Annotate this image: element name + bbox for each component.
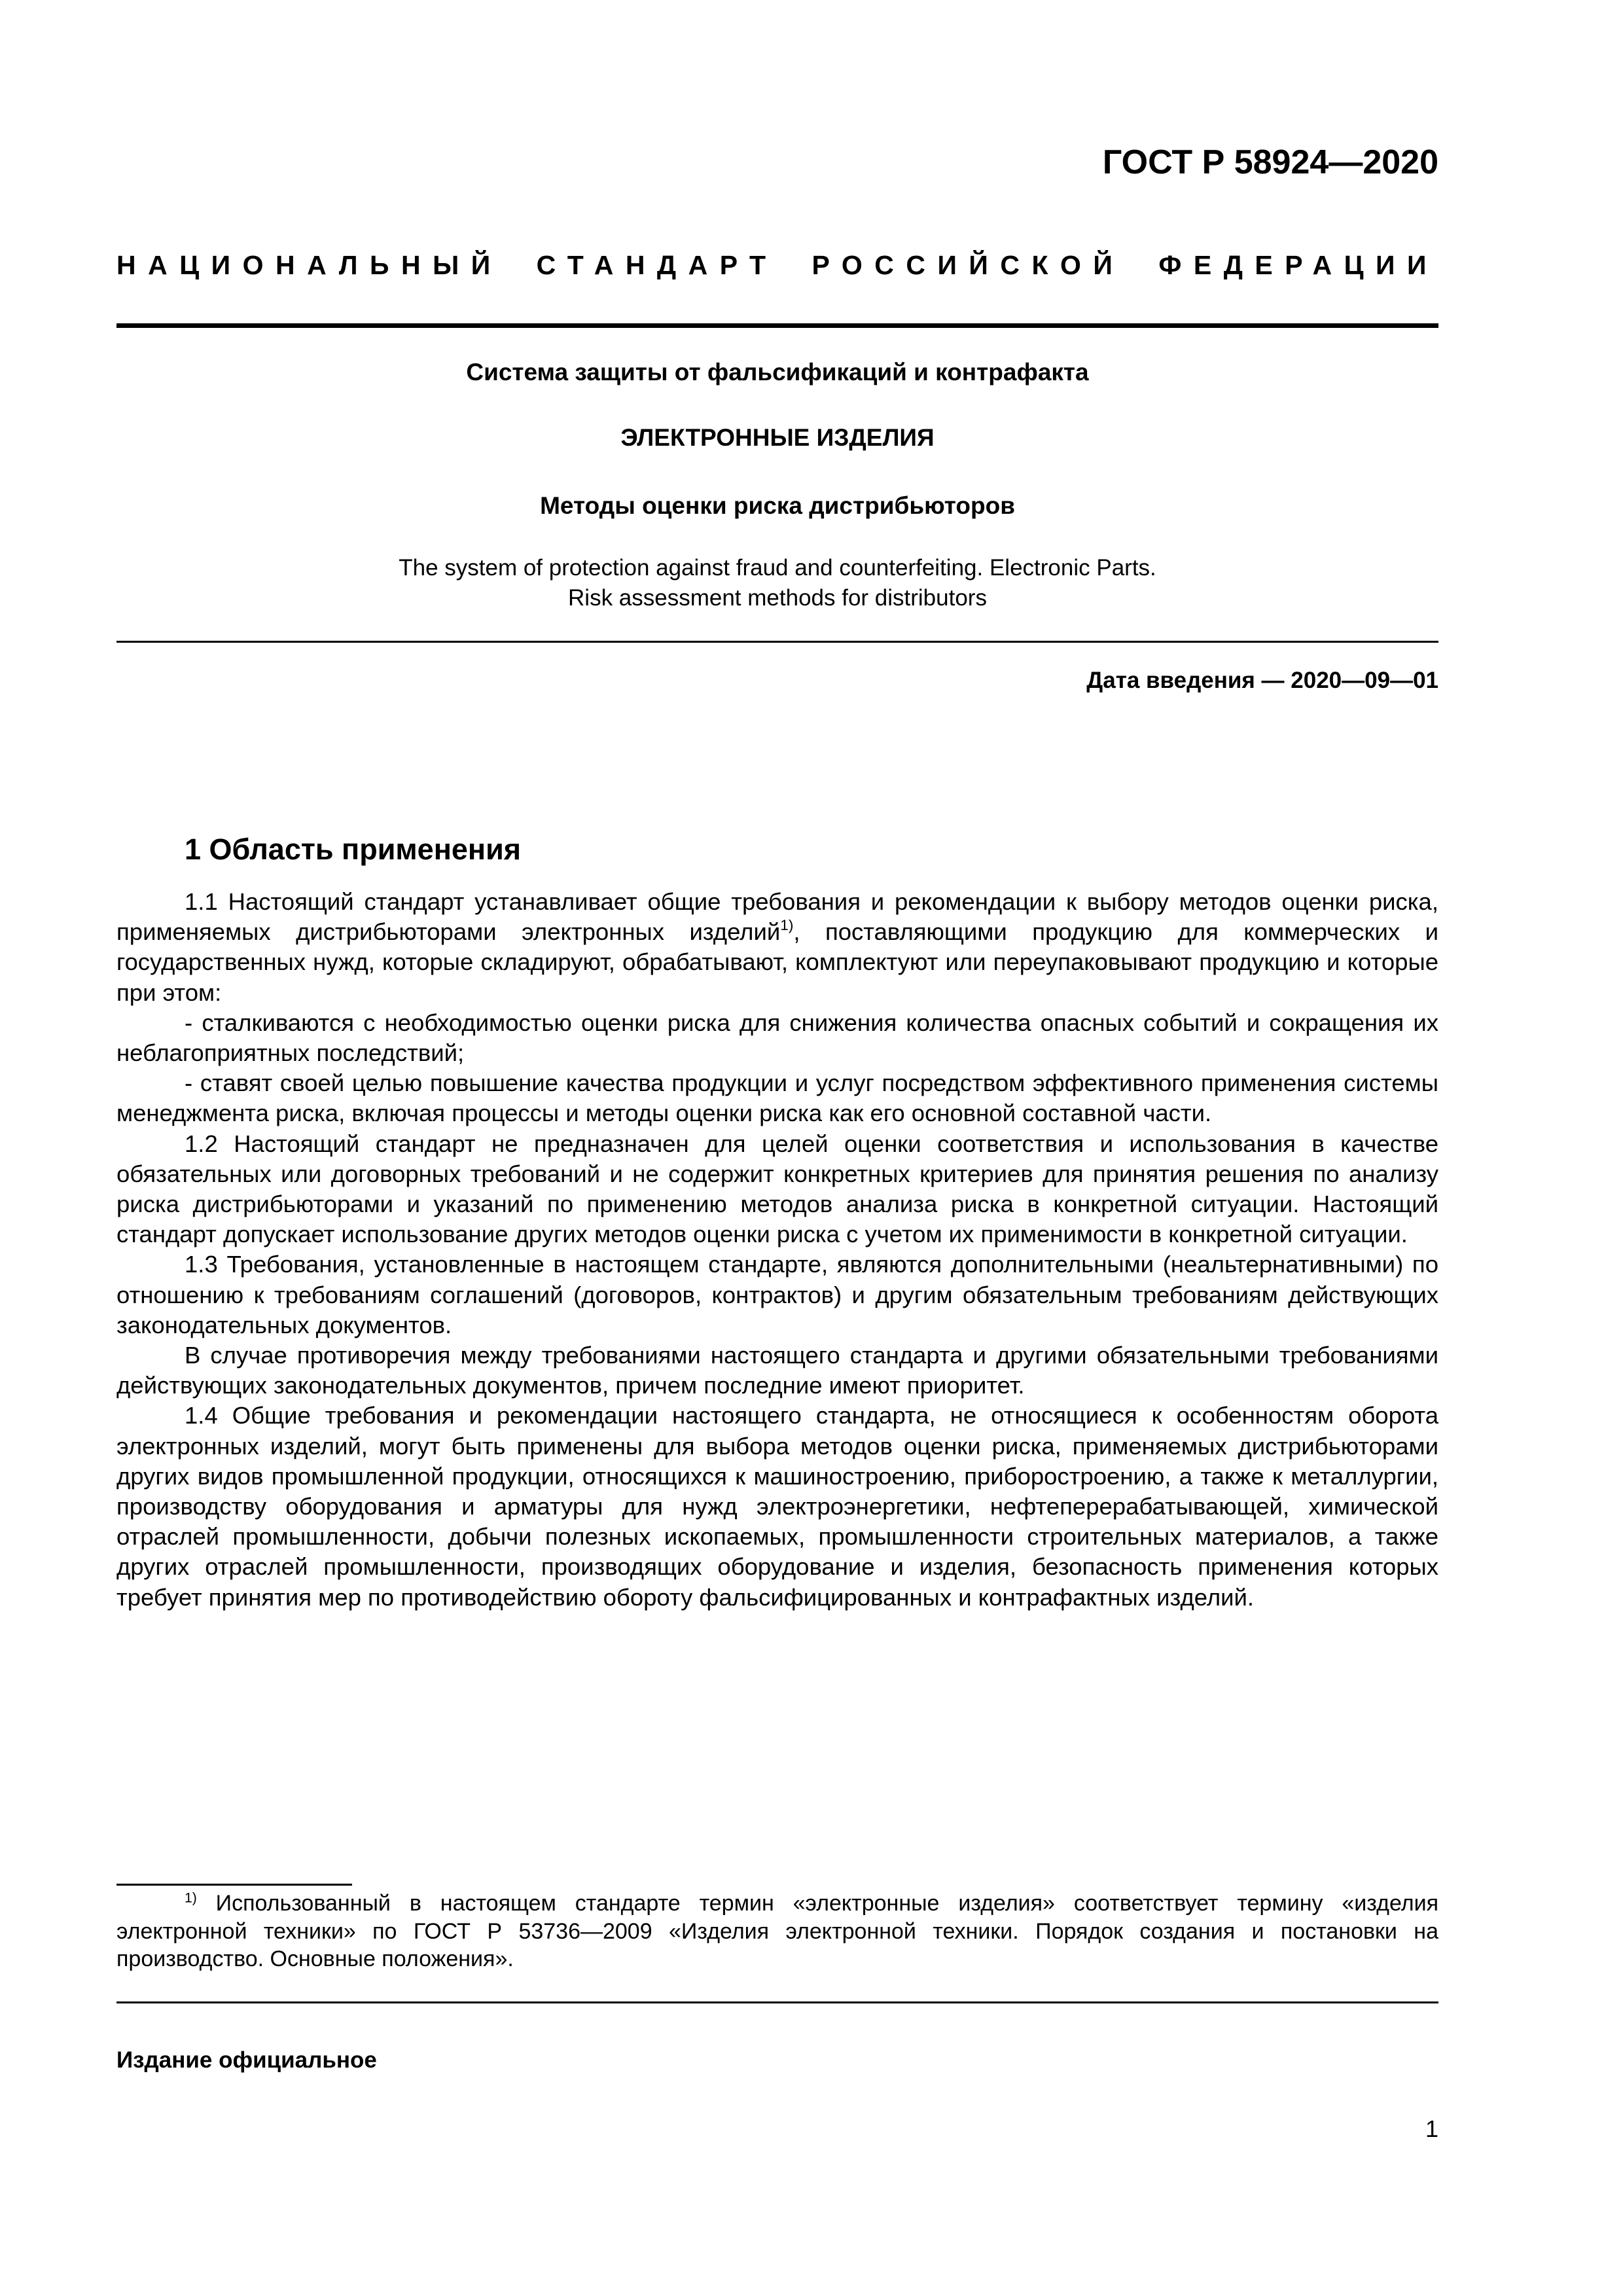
page-number: 1 xyxy=(1425,2115,1438,2142)
section-heading: 1 Область применения xyxy=(185,833,522,866)
title-methods: Методы оценки риска дистрибьюторов xyxy=(540,492,1015,519)
footnote-divider xyxy=(116,1884,352,1886)
introduction-date: Дата введения — 2020—09—01 xyxy=(1086,668,1438,693)
header-divider xyxy=(116,323,1438,328)
paragraph-1-3: 1.3 Требования, установленные в настоящем стандарте, являются дополнительными (неальтернативными) по отношению к требованиям соглашений (договоров, контрактов) и другим обязательным требованиям действующих законодательных документов. xyxy=(116,1251,1438,1338)
list-item: - ставят своей целью повышение качества продукции и услуг посредством эффективного применения системы менеджмента риска, включая процессы и методы оценки риска как его основной составной части. xyxy=(116,1069,1438,1127)
paragraph-1-1 xyxy=(116,887,1438,1008)
footnote xyxy=(116,1890,1438,1973)
official-edition-label: Издание официальное xyxy=(116,2047,377,2073)
footnote-mark: 1) xyxy=(185,1890,197,1906)
footer-divider xyxy=(116,2001,1438,2003)
title-electronic-parts: ЭЛЕКТРОННЫЕ ИЗДЕЛИЯ xyxy=(620,424,935,451)
title-system: Система защиты от фальсификаций и контрафакта xyxy=(466,359,1089,386)
list-item: - сталкиваются с необходимостью оценки риска для снижения количества опасных событий и сокращения их неблагоприятных последствий; xyxy=(116,1009,1438,1067)
section-body xyxy=(116,887,1438,1613)
title-english-line1: The system of protection against fraud and counterfeiting. Electronic Parts. xyxy=(399,555,1156,581)
document-number: ГОСТ Р 58924—2020 xyxy=(1102,143,1438,181)
footnote-text: Использованный в настоящем стандарте термин «электронные изделия» соответствует термину «изделия электронной техники» по ГОСТ Р 53736—2009 «Изделия электронной техники. Порядок создания и постановки на производство. Основные положения». xyxy=(116,1891,1438,1971)
paragraph-1-1-text: 1.1 Настоящий стандарт устанавливает общие требования и рекомендации к выбору методов оценки риска, применяемых дистрибьюторами электронных изделий xyxy=(116,888,1438,946)
footnote-reference: 1) xyxy=(780,916,794,933)
paragraph-1-1-text-cont: , поставляющими продукцию для коммерческих и государственных нужд, которые складируют, обрабатывают, комплектуют или переупаковывают продукцию и которые при этом: xyxy=(116,918,1438,1006)
national-standard-heading: НАЦИОНАЛЬНЫЙ СТАНДАРТ РОССИЙСКОЙ ФЕДЕРАЦИИ xyxy=(116,250,1438,280)
title-divider xyxy=(116,641,1438,643)
paragraph-1-3-note: В случае противоречия между требованиями настоящего стандарта и другими обязательными требованиями действующих законодательных документов, причем последние имеют приоритет. xyxy=(116,1342,1438,1399)
title-english-line2: Risk assessment methods for distributors xyxy=(568,585,987,611)
paragraph-1-4: 1.4 Общие требования и рекомендации настоящего стандарта, не относящиеся к особенностям оборота электронных изделий, могут быть применены для выбора методов оценки риска, применяемых дистрибьюторами других видов промышленной продукции, относящихся к машиностроению, приборостроению, а также к металлургии, производству оборудования и арматуры для нужд электроэнергетики, нефтеперерабатывающей, химической отраслей промышленности, добычи полезных ископаемых, промышленности строительных материалов, а также других отраслей промышленности, производящих оборудование и изделия, безопасность применения которых требует принятия мер по противодействию обороту фальсифицированных и контрафактных изделий. xyxy=(116,1402,1438,1611)
paragraph-1-2: 1.2 Настоящий стандарт не предназначен для целей оценки соответствия и использования в качестве обязательных или договорных требований и не содержит конкретных критериев для принятия решения по анализу риска дистрибьюторами и указаний по применению методов анализа риска в конкретной ситуации. Настоящий стандарт допускает использование других методов оценки риска с учетом их применимости в конкретной ситуации. xyxy=(116,1130,1438,1248)
